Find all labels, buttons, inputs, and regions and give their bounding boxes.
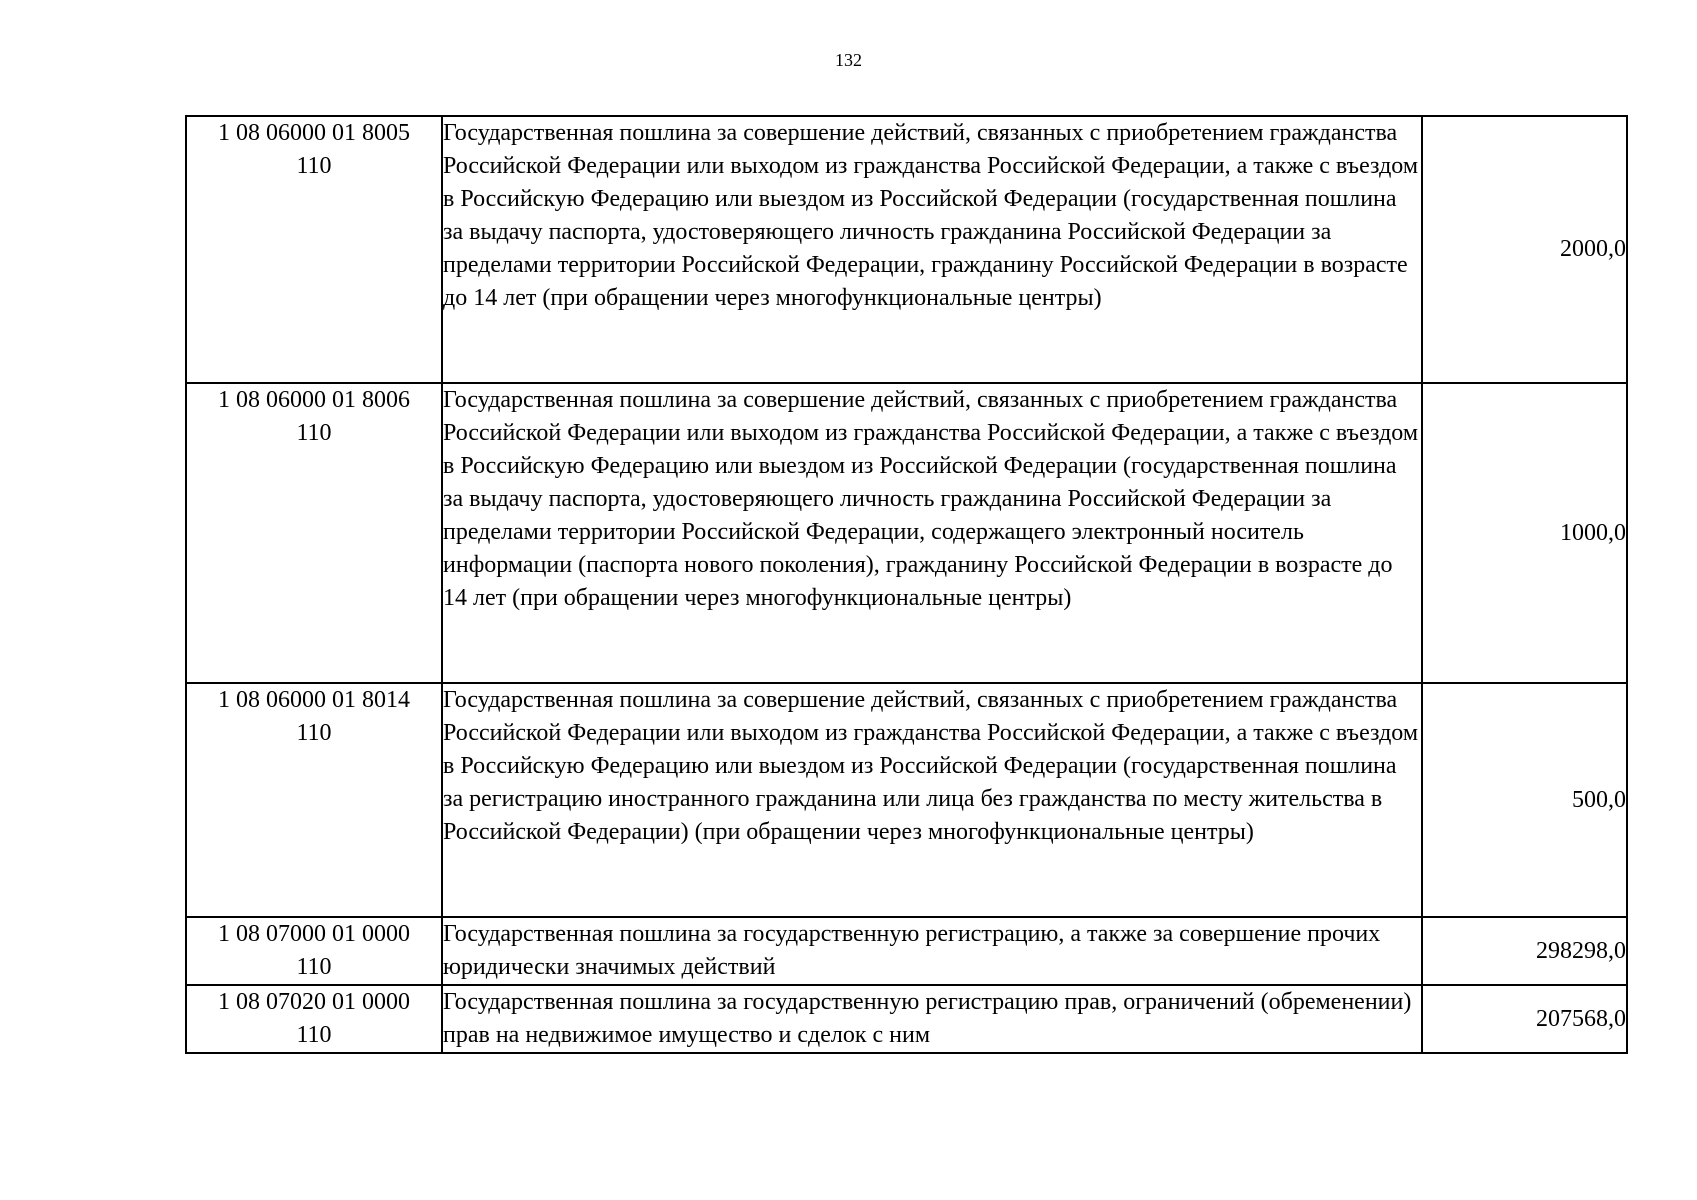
table-row bbox=[186, 116, 1627, 383]
revenue-code: 1 08 07020 01 0000 bbox=[218, 989, 410, 1015]
revenue-code-cell bbox=[186, 985, 442, 1053]
revenue-name: Государственная пошлина за совершение действий, связанных с приобретением гражданства Российской Федерации или выходом из гражданства Российской Федерации, а также с въездом в Российскую Федерацию или выездом из Российской Федерации (государственная пошлина за регистрацию иностранного гражданина или лица без гражданства по месту жительства в Российской Федерации) (при обращении через многофункциональные центры) bbox=[442, 683, 1422, 917]
revenue-code: 1 08 06000 01 8005 bbox=[218, 120, 410, 146]
table-row bbox=[186, 985, 1627, 1053]
revenue-code-suffix: 110 bbox=[296, 954, 332, 980]
revenue-sum: 207568,0 bbox=[1422, 985, 1627, 1053]
revenue-code-cell bbox=[186, 917, 442, 985]
revenue-name: Государственная пошлина за совершение действий, связанных с приобретением гражданства Российской Федерации или выходом из гражданства Российской Федерации, а также с въездом в Российскую Федерацию или выездом из Российской Федерации (государственная пошлина за выдачу паспорта, удостоверяющего личность гражданина Российской Федерации за пределами территории Российской Федерации, гражданину Российской Федерации в возрасте до 14 лет (при обращении через многофункциональные центры) bbox=[442, 116, 1422, 383]
revenue-sum: 1000,0 bbox=[1422, 383, 1627, 683]
revenue-name: Государственная пошлина за государственную регистрацию, а также за совершение прочих юридически значимых действий bbox=[442, 917, 1422, 985]
table-row bbox=[186, 917, 1627, 985]
revenue-code: 1 08 07000 01 0000 bbox=[218, 921, 410, 947]
revenue-code-cell bbox=[186, 383, 442, 683]
revenue-code-suffix: 110 bbox=[296, 1022, 332, 1048]
revenue-code-suffix: 110 bbox=[296, 153, 332, 179]
revenue-sum: 500,0 bbox=[1422, 683, 1627, 917]
revenue-sum: 298298,0 bbox=[1422, 917, 1627, 985]
page-number: 132 bbox=[835, 50, 862, 70]
revenue-code: 1 08 06000 01 8014 bbox=[218, 687, 410, 713]
revenue-code: 1 08 06000 01 8006 bbox=[218, 387, 410, 413]
revenue-code-cell bbox=[186, 116, 442, 383]
revenue-code-suffix: 110 bbox=[296, 420, 332, 446]
revenue-code-cell bbox=[186, 683, 442, 917]
table-row bbox=[186, 383, 1627, 683]
table-row bbox=[186, 683, 1627, 917]
revenue-code-suffix: 110 bbox=[296, 720, 332, 746]
revenue-name: Государственная пошлина за совершение действий, связанных с приобретением гражданства Российской Федерации или выходом из гражданства Российской Федерации, а также с въездом в Российскую Федерацию или выездом из Российской Федерации (государственная пошлина за выдачу паспорта, удостоверяющего личность гражданина Российской Федерации за пределами территории Российской Федерации, содержащего электронный носитель информации (паспорта нового поколения), гражданину Российской Федерации в возрасте до 14 лет (при обращении через многофункциональные центры) bbox=[442, 383, 1422, 683]
revenue-name: Государственная пошлина за государственную регистрацию прав, ограничений (обременении) прав на недвижимое имущество и сделок с ним bbox=[442, 985, 1422, 1053]
revenue-table bbox=[185, 115, 1628, 1054]
revenue-sum: 2000,0 bbox=[1422, 116, 1627, 383]
